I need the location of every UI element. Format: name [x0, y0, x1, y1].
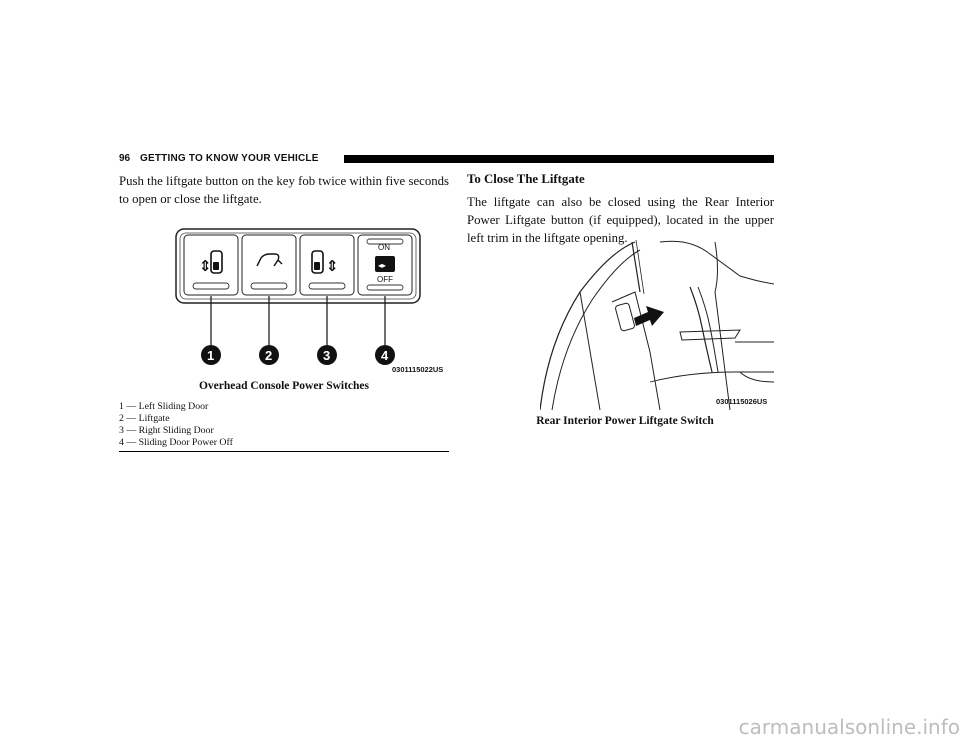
- switch-on-label: ON: [378, 243, 390, 252]
- figure-caption: Overhead Console Power Switches: [198, 380, 370, 392]
- close-liftgate-paragraph: The liftgate can also be closed using the Rear Interior Power Liftgate button (if equipped), located in the upper left trim in the liftgate opening.: [467, 195, 774, 245]
- arrow-icon: [634, 306, 664, 326]
- left-column: [119, 172, 449, 208]
- liftgate-switch: [242, 235, 296, 295]
- page-header: [119, 152, 774, 166]
- figure-code: 0301115026US: [716, 397, 768, 406]
- section-heading: To Close The Liftgate: [467, 172, 585, 186]
- figure-code: 0301115022US: [392, 365, 444, 374]
- svg-text:4: 4: [381, 348, 389, 363]
- callout-3: [317, 345, 337, 365]
- svg-text:1: 1: [207, 348, 215, 363]
- switch-off-label: OFF: [377, 275, 393, 284]
- legend: [119, 401, 449, 449]
- page-number: 96: [119, 153, 131, 164]
- liftgate-switch-bezel: [615, 303, 635, 332]
- figure-caption: Rear Interior Power Liftgate Switch: [536, 415, 714, 427]
- callout-1: [201, 345, 221, 365]
- callout-2: [259, 345, 279, 365]
- legend-divider: [119, 451, 449, 452]
- legend-item: 2 — Liftgate: [119, 413, 170, 424]
- legend-item: 4 — Sliding Door Power Off: [119, 437, 233, 448]
- svg-text:3: 3: [323, 348, 331, 363]
- svg-text:⇕: ⇕: [326, 257, 339, 275]
- legend-item: 1 — Left Sliding Door: [119, 401, 209, 412]
- rear-liftgate-switch-figure: [540, 232, 774, 410]
- callout-4: [375, 345, 395, 365]
- intro-paragraph: Push the liftgate button on the key fob twice within five seconds to open or close the liftgate.: [119, 174, 449, 206]
- overhead-console-figure: [174, 228, 449, 375]
- svg-text:◂▸: ◂▸: [378, 261, 387, 270]
- watermark: carmanualsonline.info: [738, 715, 960, 739]
- legend-item: 3 — Right Sliding Door: [119, 425, 214, 436]
- svg-text:2: 2: [265, 348, 273, 363]
- section-title: GETTING TO KNOW YOUR VEHICLE: [140, 153, 319, 164]
- header-bar: [344, 155, 774, 163]
- svg-text:⇕: ⇕: [199, 257, 212, 275]
